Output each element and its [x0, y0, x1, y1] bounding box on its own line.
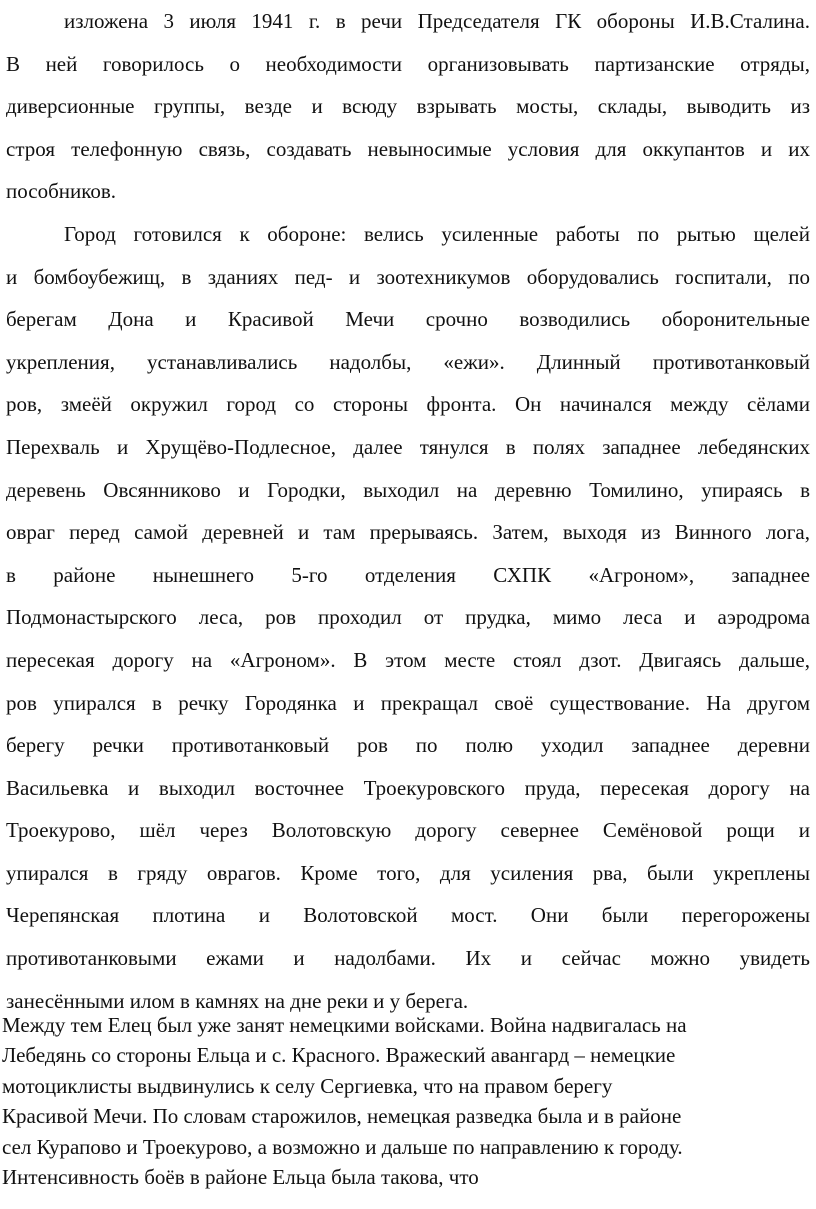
text-line: строя телефонную связь, создавать невыносимые условия для оккупантов и их [6, 136, 810, 161]
text-line: берегам Дона и Красивой Мечи срочно возводились оборонительные [6, 307, 810, 332]
text-line: Васильевка и выходил восточнее Троекуровского пруда, пересекая дорогу на [6, 775, 810, 800]
text-line: В ней говорилось о необходимости организовывать партизанские отряды, [6, 51, 810, 76]
text-line: Троекурово, шёл через Волотовскую дорогу севернее Семёновой рощи и [6, 818, 810, 843]
paragraph-2 [6, 213, 810, 1022]
text-line: ров упирался в речку Городянка и прекращал своё существование. На другом [6, 690, 810, 715]
text-line: берегу речки противотанковый ров по полю уходил западнее деревни [6, 733, 810, 758]
text-line: Перехваль и Хрущёво-Подлесное, далее тянулся в полях западнее лебедянских [6, 434, 810, 459]
paragraph-1 [6, 0, 810, 213]
text-line: сел Курапово и Троекурово, а возможно и дальше по направлению к городу. [2, 1134, 683, 1159]
text-line: противотанковыми ежами и надолбами. Их и сейчас можно увидеть [6, 946, 810, 971]
main-text-block [6, 0, 810, 1022]
text-line: Между тем Елец был уже занят немецкими войсками. Война надвигалась на [2, 1013, 687, 1037]
text-line: деревень Овсянниково и Городки, выходил на деревню Томилино, упираясь в [6, 477, 810, 502]
text-line: занесёнными илом в камнях на дне реки и у берега. [6, 988, 469, 1013]
text-line: укрепления, устанавливались надолбы, «ежи». Длинный противотанковый [6, 349, 810, 374]
text-line: в районе нынешнего 5-го отделения СХПК «Агроном», западнее [6, 562, 810, 587]
text-line: упирался в гряду оврагов. Кроме того, для усиления рва, были укреплены [6, 860, 810, 885]
text-line: и бомбоубежищ, в зданиях пед- и зоотехникумов оборудовались госпитали, по [6, 264, 810, 289]
text-line: Черепянская плотина и Волотовской мост. Они были перегорожены [6, 903, 810, 928]
text-line: Город готовился к обороне: велись усиленные работы по рытью щелей [64, 221, 810, 246]
text-line: мотоциклисты выдвинулись к селу Сергиевка, что на правом берегу [2, 1073, 613, 1098]
secondary-text-block [2, 1010, 810, 1192]
text-line: Интенсивность боёв в районе Ельца была такова, что [2, 1165, 479, 1190]
text-line: диверсионные группы, везде и всюду взрывать мосты, склады, выводить из [6, 94, 810, 119]
text-line: пособников. [6, 179, 117, 204]
text-line: овраг перед самой деревней и там прерываясь. Затем, выходя из Винного лога, [6, 520, 810, 545]
text-line: ров, змеёй окружил город со стороны фронта. Он начинался между сёлами [6, 392, 810, 417]
paragraph-3 [2, 1010, 810, 1192]
text-line: Красивой Мечи. По словам старожилов, немецкая разведка была и в районе [2, 1104, 682, 1129]
text-line: пересекая дорогу на «Агроном». В этом месте стоял дзот. Двигаясь дальше, [6, 647, 810, 672]
text-line: Лебедянь со стороны Ельца и с. Красного. Вражеский авангард – немецкие [2, 1043, 676, 1068]
text-line: Подмонастырского леса, ров проходил от прудка, мимо леса и аэродрома [6, 605, 810, 630]
text-line: изложена 3 июля 1941 г. в речи Председателя ГК обороны И.В.Сталина. [64, 9, 810, 33]
